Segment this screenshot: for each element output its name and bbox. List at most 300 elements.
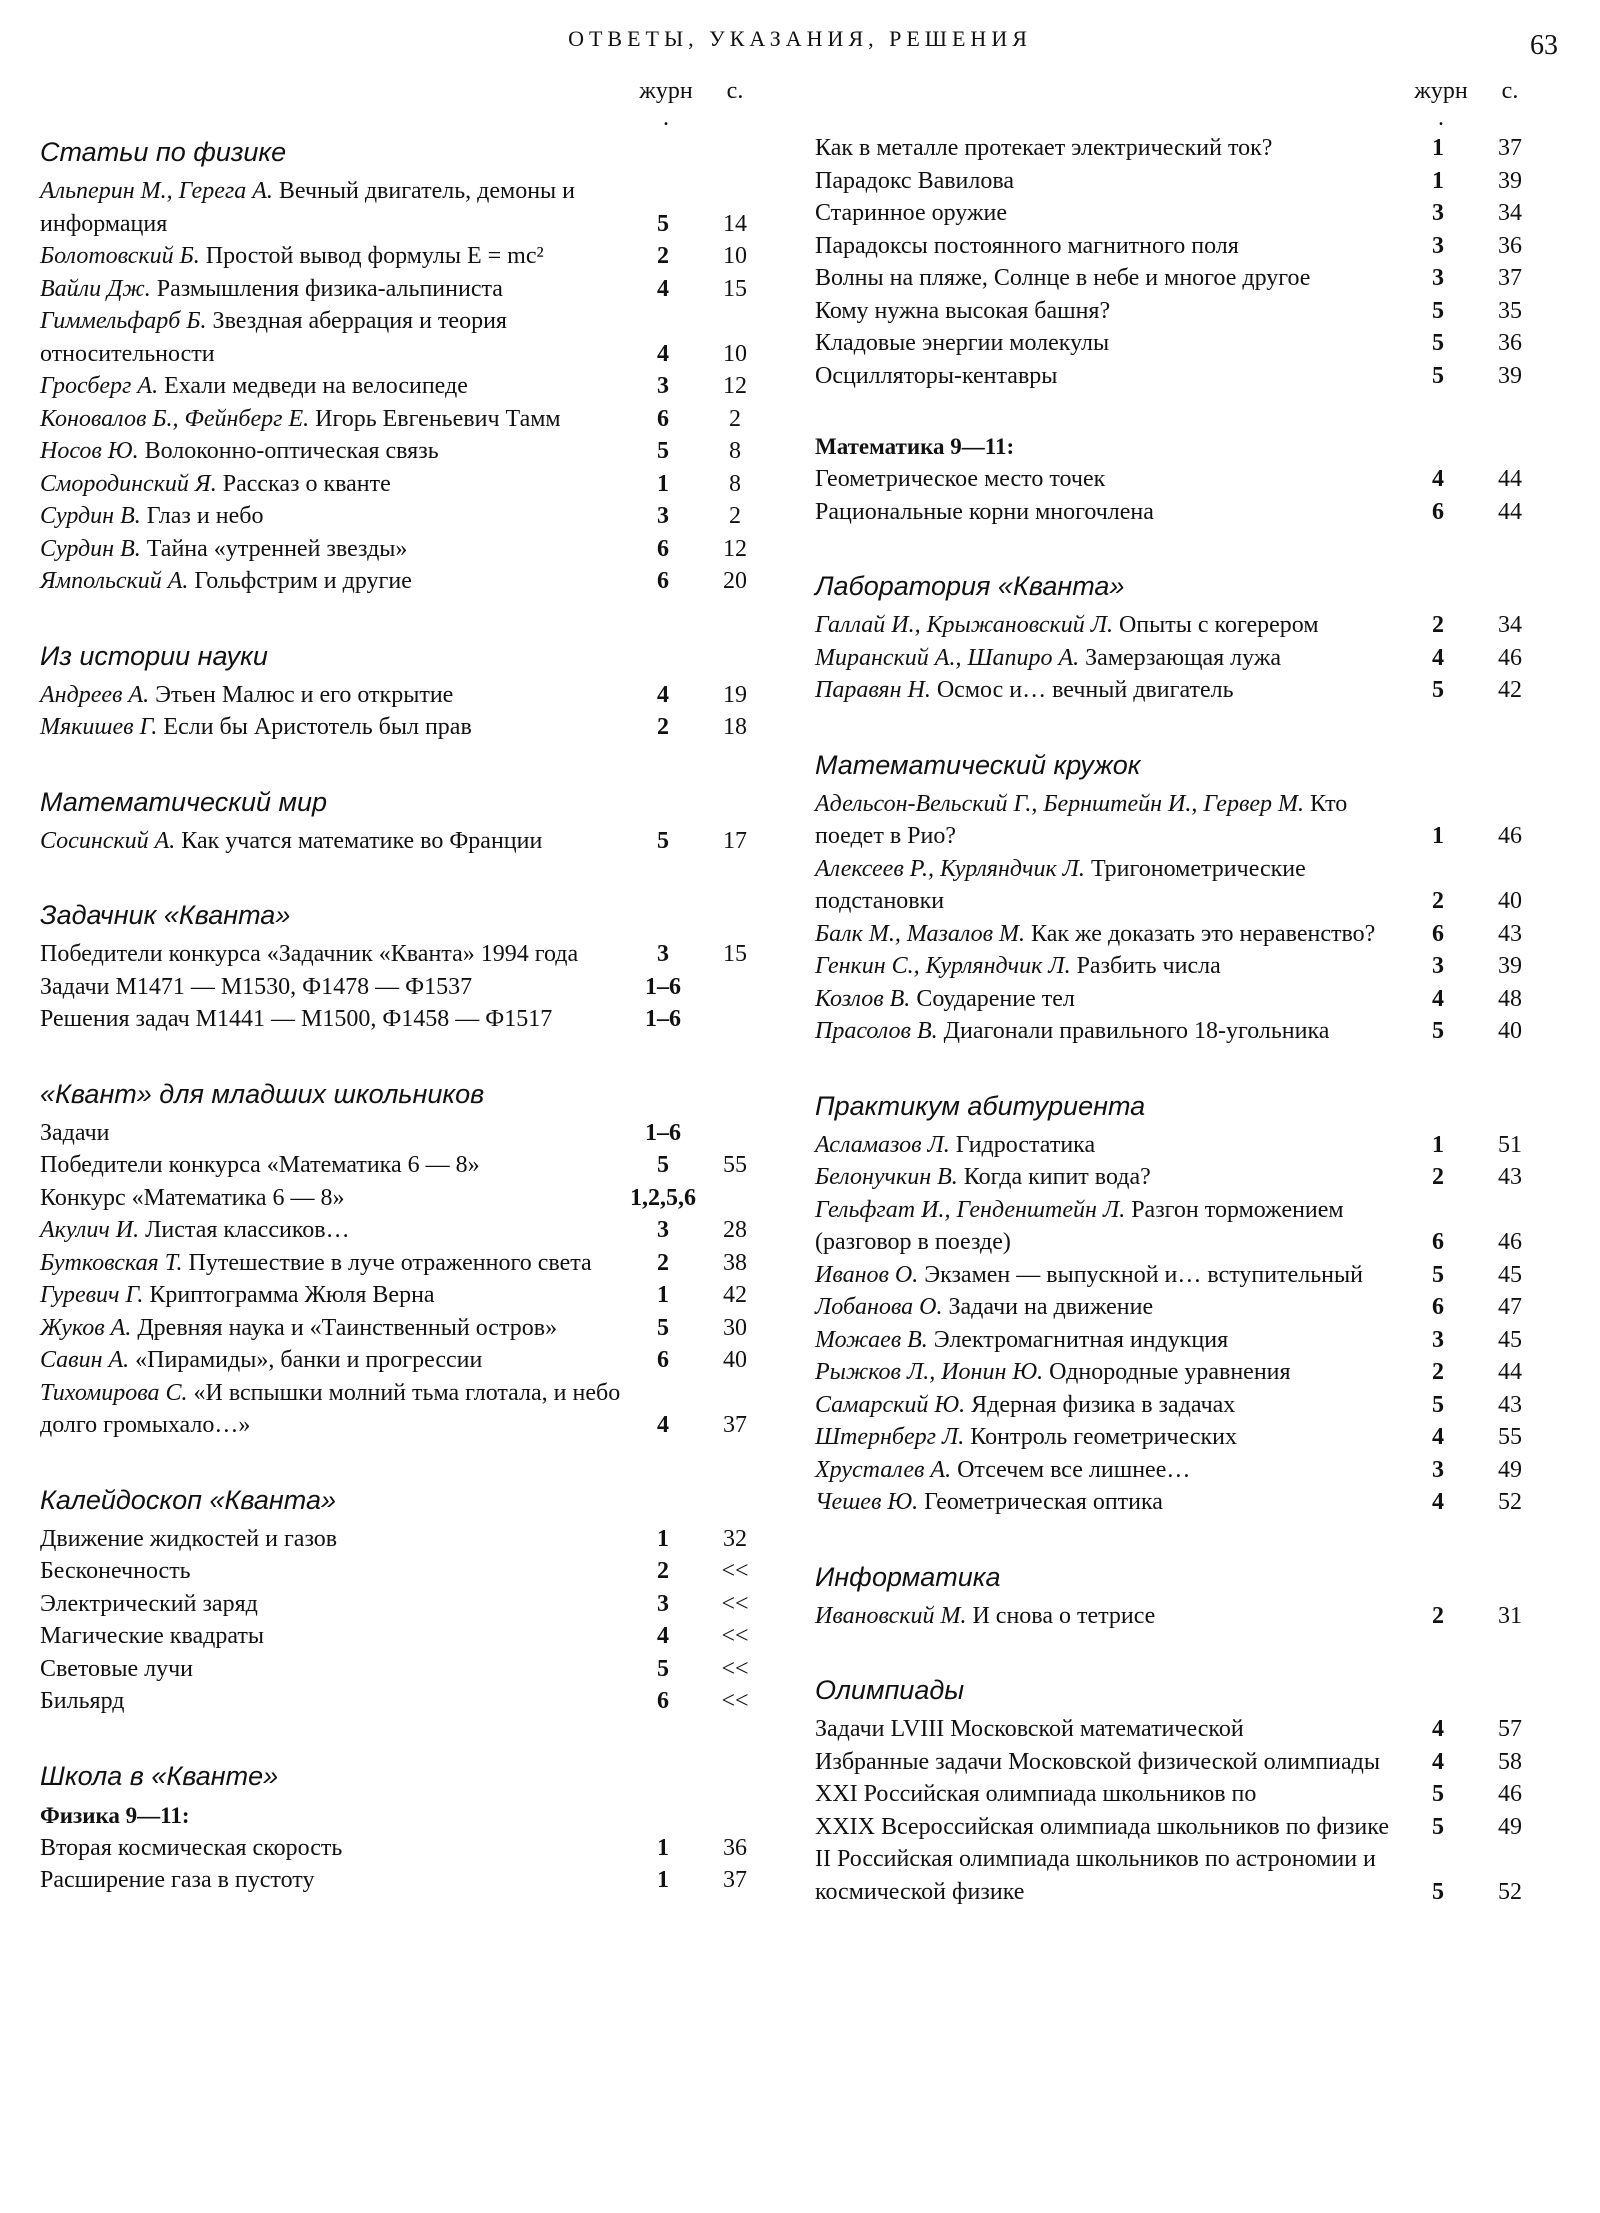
toc-entry bbox=[40, 403, 770, 436]
entry-journal-number: 1 bbox=[1432, 167, 1444, 194]
entry-page-number: 43 bbox=[1498, 1391, 1522, 1418]
toc-entry bbox=[815, 1778, 1545, 1811]
toc-entry bbox=[815, 1015, 1545, 1048]
entry-journal-number: 5 bbox=[657, 1655, 669, 1682]
entry-page-number: 15 bbox=[723, 275, 747, 302]
entry-journal-number: 6 bbox=[657, 535, 669, 562]
toc-entry bbox=[815, 1600, 1545, 1633]
entry-title: Задачи LVIII Московской математической bbox=[815, 1716, 1244, 1742]
entry-author: Чешев Ю. bbox=[815, 1489, 919, 1515]
journal-column-label: журн . bbox=[1414, 78, 1468, 131]
entry-author: Вайли Дж. bbox=[40, 275, 151, 302]
entry-page-number: 14 bbox=[723, 210, 747, 237]
toc-entry bbox=[815, 1746, 1545, 1779]
toc-entry bbox=[40, 1117, 770, 1150]
entry-author: Альперин М., Герега А. bbox=[40, 178, 273, 204]
entry-journal-number: 1 bbox=[1432, 135, 1444, 161]
entry-page-number: 8 bbox=[729, 438, 741, 464]
section-title: Математический кружок bbox=[815, 749, 1141, 780]
toc-entry bbox=[815, 295, 1545, 328]
entry-page-number: 37 bbox=[1498, 265, 1522, 291]
entry-title: Разбить числа bbox=[1070, 953, 1221, 979]
entry-journal-number: 2 bbox=[657, 1558, 669, 1584]
entry-title: Отсечем все лишнее… bbox=[951, 1456, 1191, 1483]
toc-entry bbox=[815, 1389, 1545, 1422]
entry-page-number: 52 bbox=[1498, 1878, 1522, 1905]
entry-page-number: 20 bbox=[723, 568, 747, 594]
toc-entry bbox=[815, 262, 1545, 295]
entry-page-number: 55 bbox=[1498, 1424, 1522, 1450]
entry-title: Парадокс Вавилова bbox=[815, 167, 1015, 194]
toc-entry bbox=[40, 1377, 770, 1442]
entry-journal-number: 5 bbox=[1432, 330, 1444, 356]
entry-journal-number: 5 bbox=[657, 210, 669, 237]
section-subtitle: Физика 9—11: bbox=[40, 1802, 190, 1828]
entry-page-number: 18 bbox=[723, 714, 747, 740]
toc-entry bbox=[815, 642, 1545, 675]
entry-page-number: 47 bbox=[1498, 1294, 1522, 1320]
toc-entry bbox=[40, 825, 770, 858]
entry-title: Рассказ о кванте bbox=[216, 470, 391, 497]
toc-section bbox=[815, 430, 1545, 528]
toc-entry bbox=[815, 463, 1545, 496]
entry-page-number: 2 bbox=[729, 405, 741, 432]
page-column-label: с. bbox=[1501, 78, 1519, 104]
entry-author: Носов Ю. bbox=[40, 438, 139, 464]
entry-author: Самарский Ю. bbox=[815, 1391, 966, 1418]
toc-entry bbox=[815, 983, 1545, 1016]
toc-entry bbox=[40, 1344, 770, 1377]
entry-journal-number: 3 bbox=[657, 941, 669, 967]
toc-entry bbox=[815, 1259, 1545, 1292]
toc-entry bbox=[815, 1291, 1545, 1324]
entry-title: XXIX Всероссийская олимпиада школьников по физике bbox=[815, 1813, 1389, 1840]
entry-author: Гросберг А. bbox=[40, 373, 159, 399]
entry-journal-number: 3 bbox=[657, 373, 669, 399]
toc-entry bbox=[40, 175, 770, 240]
entry-journal-number: 5 bbox=[1432, 362, 1444, 389]
entry-author: Рыжков Л., Ионин Ю. bbox=[815, 1359, 1044, 1385]
entry-author: Гиммельфарб Б. bbox=[40, 308, 207, 334]
entry-title: Победители конкурса «Задачник «Кванта» 1994 года bbox=[40, 941, 579, 967]
column-header bbox=[40, 78, 770, 131]
entry-page-number: 44 bbox=[1498, 466, 1522, 492]
entry-page-number: 40 bbox=[723, 1347, 747, 1373]
entry-journal-number: 5 bbox=[657, 438, 669, 464]
entry-author: Можаев В. bbox=[815, 1326, 928, 1353]
entry-author: Жуков А. bbox=[40, 1314, 132, 1341]
entry-title: Волны на пляже, Солнце в небе и многое другое bbox=[815, 265, 1311, 291]
entry-journal-number: 1 bbox=[657, 1525, 669, 1552]
toc-entry bbox=[815, 132, 1545, 165]
toc-entry bbox=[815, 360, 1545, 393]
toc-entry bbox=[40, 435, 770, 468]
toc-entry bbox=[815, 1324, 1545, 1357]
entry-author: Балк М., Мазалов М. bbox=[815, 920, 1026, 947]
left-sections bbox=[40, 132, 770, 1935]
entry-page-number: 2 bbox=[729, 503, 741, 529]
entry-author: Иванов О. bbox=[815, 1261, 919, 1288]
toc-section bbox=[40, 1756, 770, 1897]
toc-entry bbox=[40, 1864, 770, 1897]
entry-page-number: 37 bbox=[723, 1412, 747, 1438]
toc-entry bbox=[815, 1421, 1545, 1454]
entry-page-number: 46 bbox=[1498, 644, 1522, 671]
entry-author: Бутковская Т. bbox=[40, 1249, 183, 1276]
entry-page-number: 34 bbox=[1498, 612, 1522, 638]
toc-entry bbox=[40, 1620, 770, 1653]
entry-author: Сурдин В. bbox=[40, 503, 141, 529]
entry-page-number: << bbox=[721, 1688, 749, 1714]
entry-page-number: 44 bbox=[1498, 498, 1522, 525]
entry-title: Размышления физика-альпиниста bbox=[150, 275, 503, 302]
entry-page-number: 45 bbox=[1498, 1261, 1522, 1288]
entry-title: Вторая космическая скорость bbox=[40, 1834, 343, 1861]
toc-entry bbox=[40, 305, 770, 370]
entry-journal-number: 3 bbox=[657, 1217, 669, 1243]
entry-title: Опыты с когерером bbox=[1112, 612, 1319, 638]
entry-author: Штернберг Л. bbox=[815, 1424, 965, 1450]
entry-journal-number: 2 bbox=[1432, 888, 1444, 914]
toc-entry bbox=[815, 1194, 1545, 1259]
entry-journal-number: 4 bbox=[657, 1623, 669, 1649]
entry-journal-number: 5 bbox=[1432, 677, 1444, 703]
toc-entry bbox=[40, 971, 770, 1004]
entry-journal-number: 1–6 bbox=[645, 1006, 681, 1032]
entry-journal-number: 3 bbox=[1432, 953, 1444, 979]
toc-section bbox=[815, 1557, 1545, 1633]
entry-page-number: 12 bbox=[723, 535, 747, 562]
section-title: Статьи по физике bbox=[40, 137, 287, 167]
entry-title: Гидростатика bbox=[949, 1131, 1096, 1158]
toc-entry bbox=[40, 711, 770, 744]
toc-entry bbox=[40, 1653, 770, 1686]
entry-title: Гольфстрим и другие bbox=[188, 568, 412, 594]
entry-page-number: 39 bbox=[1498, 953, 1522, 979]
entry-title: Бесконечность bbox=[40, 1558, 191, 1584]
toc-entry bbox=[40, 565, 770, 598]
toc-entry bbox=[815, 165, 1545, 198]
entry-journal-number: 2 bbox=[657, 714, 669, 740]
entry-page-number: 55 bbox=[723, 1152, 747, 1178]
toc-entry bbox=[40, 938, 770, 971]
entry-title: Старинное оружие bbox=[815, 200, 1008, 226]
entry-author: Алексеев Р., Курляндчик Л. bbox=[815, 855, 1085, 882]
entry-journal-number: 6 bbox=[657, 1347, 669, 1373]
entry-journal-number: 4 bbox=[657, 681, 669, 708]
toc-entry bbox=[815, 1129, 1545, 1162]
entry-title: XXI Российская олимпиада школьников по bbox=[815, 1781, 1257, 1807]
entry-title: Контроль геометрических bbox=[964, 1424, 1237, 1450]
entry-page-number: 46 bbox=[1498, 1781, 1522, 1807]
entry-journal-number: 4 bbox=[1432, 1748, 1444, 1775]
entry-journal-number: 5 bbox=[1432, 297, 1444, 324]
entry-journal-number: 6 bbox=[1432, 1294, 1444, 1320]
entry-title: Глаз и небо bbox=[140, 503, 264, 529]
entry-page-number: 46 bbox=[1498, 823, 1522, 849]
entry-journal-number: 4 bbox=[1432, 466, 1444, 492]
entry-journal-number: 1 bbox=[657, 470, 669, 497]
entry-journal-number: 3 bbox=[657, 1590, 669, 1617]
entry-title: Конкурс «Математика 6 — 8» bbox=[40, 1184, 345, 1211]
entry-journal-number: 4 bbox=[1432, 1424, 1444, 1450]
entry-title: Игорь Евгеньевич Тамм bbox=[309, 405, 561, 432]
section-title: Практикум абитуриента bbox=[815, 1090, 1146, 1121]
toc-entry bbox=[815, 1843, 1545, 1908]
entry-page-number: 49 bbox=[1498, 1456, 1522, 1483]
toc-section bbox=[815, 132, 1545, 392]
toc-entry bbox=[40, 1312, 770, 1345]
toc-entry bbox=[815, 1486, 1545, 1519]
toc-entry bbox=[40, 1003, 770, 1036]
entry-page-number: << bbox=[721, 1623, 749, 1649]
entry-title: Как учатся математике во Франции bbox=[175, 827, 543, 854]
entry-page-number: 15 bbox=[723, 941, 747, 967]
section-title: «Квант» для младших школьников bbox=[40, 1078, 485, 1109]
toc-section bbox=[40, 1480, 770, 1718]
entry-title: Осцилляторы-кентавры bbox=[815, 362, 1058, 389]
toc-entry bbox=[815, 327, 1545, 360]
entry-title: Движение жидкостей и газов bbox=[40, 1525, 338, 1552]
entry-page-number: 40 bbox=[1498, 1018, 1522, 1044]
toc-section bbox=[40, 1074, 770, 1442]
entry-title: Расширение газа в пустоту bbox=[40, 1867, 315, 1893]
entry-title: Звездная аберрация и теория относительности bbox=[40, 308, 507, 367]
entry-title: Тайна «утренней звезды» bbox=[140, 535, 408, 562]
toc-entry bbox=[40, 1247, 770, 1280]
entry-page-number: 19 bbox=[723, 681, 747, 708]
entry-title: Кладовые энергии молекулы bbox=[815, 330, 1110, 356]
toc-section bbox=[815, 1670, 1545, 1908]
entry-page-number: 37 bbox=[1498, 135, 1522, 161]
entry-author: Болотовский Б. bbox=[40, 243, 200, 269]
page-column-label: с. bbox=[726, 78, 744, 104]
entry-author: Гельфгат И., Генденштейн Л. bbox=[815, 1196, 1126, 1223]
toc-section bbox=[815, 566, 1545, 707]
entry-author: Смородинский Я. bbox=[40, 470, 217, 497]
entry-journal-number: 1 bbox=[657, 1834, 669, 1861]
entry-title: Однородные уравнения bbox=[1043, 1359, 1291, 1385]
entry-page-number: 42 bbox=[1498, 677, 1522, 703]
toc-entry bbox=[815, 950, 1545, 983]
entry-author: Лобанова О. bbox=[815, 1294, 943, 1320]
entry-author: Прасолов В. bbox=[815, 1018, 938, 1044]
entry-journal-number: 1–6 bbox=[645, 973, 681, 1000]
entry-page-number: 36 bbox=[1498, 330, 1522, 356]
entry-title: Электрический заряд bbox=[40, 1590, 258, 1617]
entry-page-number: 45 bbox=[1498, 1326, 1522, 1353]
journal-column-label: журн . bbox=[639, 78, 693, 131]
entry-author: Акулич И. bbox=[40, 1217, 140, 1243]
entry-title: Электромагнитная индукция bbox=[927, 1326, 1229, 1353]
entry-author: Галлай И., Крыжановский Л. bbox=[815, 612, 1113, 638]
entry-title: Бильярд bbox=[40, 1688, 125, 1714]
entry-title: Ядерная физика в задачах bbox=[965, 1391, 1236, 1418]
entry-journal-number: 4 bbox=[657, 275, 669, 302]
entry-journal-number: 3 bbox=[1432, 232, 1444, 259]
entry-journal-number: 4 bbox=[1432, 1716, 1444, 1742]
entry-journal-number: 2 bbox=[657, 1249, 669, 1276]
toc-section bbox=[40, 895, 770, 1036]
entry-title: Тригонометрические подстановки bbox=[815, 855, 1306, 914]
entry-title: Экзамен — выпускной и… вступительный bbox=[918, 1261, 1363, 1288]
toc-entry bbox=[40, 1588, 770, 1621]
entry-title: Как же доказать это неравенство? bbox=[1025, 920, 1376, 947]
entry-journal-number: 2 bbox=[1432, 612, 1444, 638]
entry-journal-number: 5 bbox=[657, 1314, 669, 1341]
entry-page-number: << bbox=[721, 1655, 749, 1682]
entry-title: Парадоксы постоянного магнитного поля bbox=[815, 232, 1239, 259]
entry-page-number: 8 bbox=[729, 470, 741, 497]
entry-author: Гуревич Г. bbox=[40, 1282, 144, 1308]
entry-journal-number: 3 bbox=[1432, 1456, 1444, 1483]
entry-journal-number: 4 bbox=[657, 1412, 669, 1438]
toc-entry bbox=[815, 496, 1545, 529]
running-title: ОТВЕТЫ, УКАЗАНИЯ, РЕШЕНИЯ bbox=[568, 26, 1032, 51]
entry-journal-number: 6 bbox=[1432, 498, 1444, 525]
entry-page-number: 39 bbox=[1498, 167, 1522, 194]
entry-author: Савин А. bbox=[40, 1347, 130, 1373]
entry-journal-number: 1,2,5,6 bbox=[630, 1184, 696, 1211]
entry-title: Этьен Малюс и его открытие bbox=[149, 681, 454, 708]
toc-entry bbox=[815, 1161, 1545, 1194]
entry-page-number: 12 bbox=[723, 373, 747, 399]
entry-journal-number: 1–6 bbox=[645, 1119, 681, 1146]
entry-page-number: 36 bbox=[723, 1834, 747, 1861]
entry-journal-number: 6 bbox=[657, 568, 669, 594]
toc-entry bbox=[815, 918, 1545, 951]
section-title: Олимпиады bbox=[815, 1675, 965, 1705]
toc-entry bbox=[815, 197, 1545, 230]
entry-title: Геометрическое место точек bbox=[815, 466, 1106, 492]
entry-page-number: 48 bbox=[1498, 985, 1522, 1012]
toc-entry bbox=[40, 273, 770, 306]
entry-journal-number: 6 bbox=[1432, 920, 1444, 947]
entry-journal-number: 2 bbox=[1432, 1164, 1444, 1190]
entry-page-number: 39 bbox=[1498, 362, 1522, 389]
entry-title: Задачи на движение bbox=[942, 1294, 1154, 1320]
entry-author: Мякишев Г. bbox=[40, 714, 158, 740]
entry-page-number: 31 bbox=[1498, 1602, 1522, 1629]
entry-page-number: 10 bbox=[723, 243, 747, 269]
entry-title: Путешествие в луче отраженного света bbox=[182, 1249, 592, 1276]
entry-page-number: 35 bbox=[1498, 297, 1522, 324]
entry-title: Осмос и… вечный двигатель bbox=[930, 677, 1234, 703]
entry-page-number: 40 bbox=[1498, 888, 1522, 914]
entry-page-number: << bbox=[721, 1590, 749, 1617]
toc-entry bbox=[40, 240, 770, 273]
toc-entry bbox=[40, 370, 770, 403]
entry-journal-number: 2 bbox=[657, 243, 669, 269]
section-subtitle: Математика 9—11: bbox=[815, 434, 1015, 459]
column-header bbox=[815, 78, 1545, 131]
right-sections bbox=[815, 132, 1545, 1946]
entry-page-number: 52 bbox=[1498, 1489, 1522, 1515]
entry-title: Победители конкурса «Математика 6 — 8» bbox=[40, 1152, 480, 1178]
section-title: Лаборатория «Кванта» bbox=[815, 571, 1125, 601]
entry-author: Тихомирова С. bbox=[40, 1379, 188, 1406]
entry-author: Миранский А., Шапиро А. bbox=[815, 644, 1080, 671]
entry-title: «Пирамиды», банки и прогрессии bbox=[129, 1347, 483, 1373]
entry-page-number: 37 bbox=[723, 1867, 747, 1893]
toc-entry bbox=[40, 533, 770, 566]
section-title: Математический мир bbox=[40, 786, 328, 817]
entry-title: Древняя наука и «Таинственный остров» bbox=[131, 1314, 558, 1341]
entry-journal-number: 5 bbox=[1432, 1813, 1444, 1840]
section-title: Калейдоскоп «Кванта» bbox=[40, 1484, 336, 1515]
entry-page-number: 28 bbox=[723, 1217, 747, 1243]
entry-journal-number: 6 bbox=[657, 405, 669, 432]
entry-title: Вечный двигатель, демоны и информация bbox=[40, 178, 576, 237]
toc-entry bbox=[40, 1182, 770, 1215]
entry-author: Сурдин В. bbox=[40, 535, 141, 562]
entry-title: Световые лучи bbox=[40, 1655, 194, 1682]
entry-title: Избранные задачи Московской физической олимпиады bbox=[815, 1748, 1380, 1775]
entry-journal-number: 5 bbox=[1432, 1781, 1444, 1807]
entry-journal-number: 5 bbox=[1432, 1018, 1444, 1044]
entry-journal-number: 6 bbox=[657, 1688, 669, 1714]
entry-title: Геометрическая оптика bbox=[918, 1489, 1163, 1515]
entry-journal-number: 2 bbox=[1432, 1359, 1444, 1385]
entry-page-number: 57 bbox=[1498, 1716, 1522, 1742]
toc-entry bbox=[40, 1214, 770, 1247]
entry-page-number: 32 bbox=[723, 1525, 747, 1552]
entry-title: Соударение тел bbox=[910, 985, 1075, 1012]
toc-section bbox=[40, 132, 770, 598]
toc-section bbox=[40, 636, 770, 744]
entry-author: Ямпольский А. bbox=[40, 568, 189, 594]
entry-journal-number: 5 bbox=[657, 1152, 669, 1178]
entry-journal-number: 5 bbox=[1432, 1878, 1444, 1905]
entry-journal-number: 3 bbox=[1432, 265, 1444, 291]
entry-title: Диагонали правильного 18-угольника bbox=[937, 1018, 1330, 1044]
entry-page-number: 34 bbox=[1498, 200, 1522, 226]
toc-entry bbox=[40, 1523, 770, 1556]
entry-author: Белонучкин В. bbox=[815, 1164, 958, 1190]
entry-author: Андреев А. bbox=[40, 681, 150, 708]
entry-title: Задачи bbox=[40, 1119, 110, 1146]
entry-author: Хрусталев А. bbox=[815, 1456, 952, 1483]
toc-section bbox=[815, 1086, 1545, 1519]
entry-author: Сосинский А. bbox=[40, 827, 176, 854]
entry-title: Задачи М1471 — М1530, Ф1478 — Ф1537 bbox=[40, 973, 473, 1000]
toc-entry bbox=[815, 1811, 1545, 1844]
entry-journal-number: 5 bbox=[1432, 1391, 1444, 1418]
entry-page-number: 43 bbox=[1498, 1164, 1522, 1190]
entry-author: Адельсон-Вельский Г., Бернштейн И., Гервер М. bbox=[815, 790, 1305, 817]
toc-entry bbox=[815, 1713, 1545, 1746]
toc-entry bbox=[40, 1555, 770, 1588]
toc-entry bbox=[40, 1832, 770, 1865]
section-title: Задачник «Кванта» bbox=[40, 900, 291, 930]
entry-journal-number: 3 bbox=[1432, 1326, 1444, 1353]
page-number: 63 bbox=[1530, 30, 1558, 61]
entry-page-number: 10 bbox=[723, 340, 747, 367]
toc-entry bbox=[815, 853, 1545, 918]
entry-title: Магические квадраты bbox=[40, 1623, 264, 1649]
toc-entry bbox=[815, 230, 1545, 263]
entry-page-number: 44 bbox=[1498, 1359, 1522, 1385]
toc-section bbox=[815, 745, 1545, 1048]
entry-journal-number: 2 bbox=[1432, 1602, 1444, 1629]
entry-journal-number: 6 bbox=[1432, 1229, 1444, 1255]
toc-entry bbox=[40, 1149, 770, 1182]
section-title: Из истории науки bbox=[40, 640, 268, 671]
entry-author: Козлов В. bbox=[815, 985, 911, 1012]
entry-title: Ехали медведи на велосипеде bbox=[158, 373, 468, 399]
entry-title: Решения задач М1441 — М1500, Ф1458 — Ф1517 bbox=[40, 1006, 553, 1032]
entry-page-number: 43 bbox=[1498, 920, 1522, 947]
